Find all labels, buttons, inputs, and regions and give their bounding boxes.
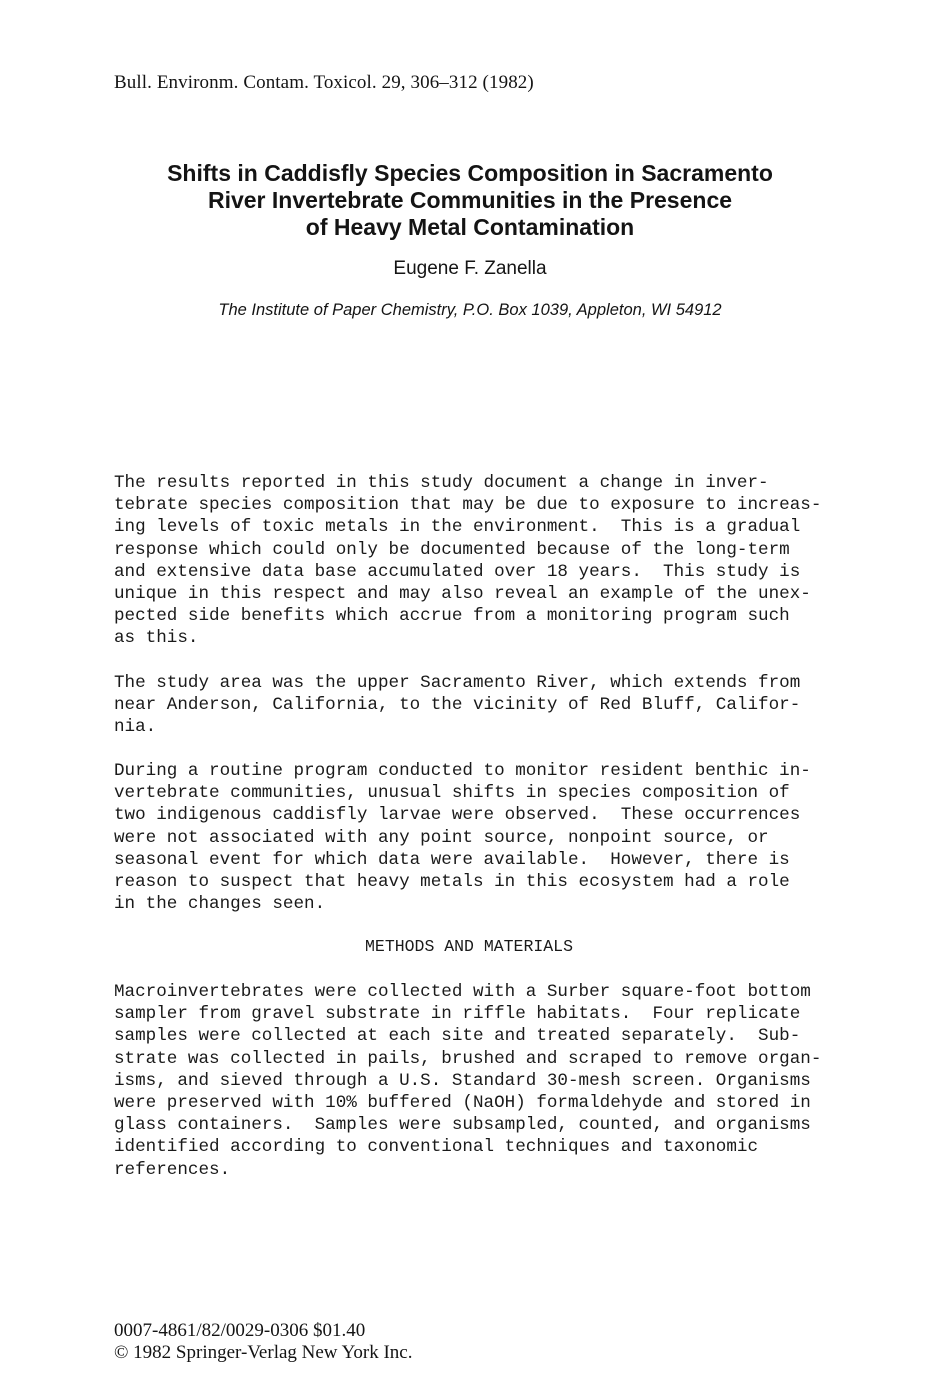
text-line: identified according to conventional techniques and taxonomic bbox=[114, 1137, 759, 1158]
text-line: sampler from gravel substrate in riffle habitats. Four replicate bbox=[114, 1004, 801, 1025]
text-line: near Anderson, California, to the vicinity of Red Bluff, Califor- bbox=[114, 695, 801, 716]
text-line: glass containers. Samples were subsampled, counted, and organisms bbox=[114, 1115, 811, 1136]
intro-paragraph bbox=[114, 472, 821, 650]
title-line: Shifts in Caddisfly Species Composition in Sacramento bbox=[167, 160, 773, 186]
author-name: Eugene F. Zanella bbox=[393, 258, 547, 279]
text-line: isms, and sieved through a U.S. Standard 30-mesh screen. Organisms bbox=[114, 1070, 811, 1091]
text-line: and extensive data base accumulated over 18 years. This study is bbox=[114, 561, 801, 582]
text-line: nia. bbox=[114, 717, 157, 738]
text-line: as this. bbox=[114, 628, 199, 649]
observation-paragraph bbox=[114, 760, 811, 915]
text-line: were not associated with any point source, nonpoint source, or bbox=[114, 827, 769, 848]
article-title bbox=[80, 160, 860, 241]
text-line: tebrate species composition that may be due to exposure to increas- bbox=[114, 495, 822, 516]
text-line: seasonal event for which data were available. However, there is bbox=[114, 849, 790, 870]
text-line: The results reported in this study document a change in inver- bbox=[114, 473, 769, 493]
text-line: strate was collected in pails, brushed and scraped to remove organ- bbox=[114, 1048, 822, 1069]
journal-citation: Bull. Environm. Contam. Toxicol. 29, 306–312 (1982) bbox=[114, 72, 534, 93]
title-line: River Invertebrate Communities in the Presence bbox=[207, 187, 733, 213]
section-heading: METHODS AND MATERIALS bbox=[365, 937, 573, 956]
text-line: The study area was the upper Sacramento River, which extends from bbox=[114, 673, 801, 693]
title-line: of Heavy Metal Contamination bbox=[305, 214, 635, 240]
text-line: Macroinvertebrates were collected with a Surber square-foot bottom bbox=[114, 982, 811, 1002]
text-line: samples were collected at each site and treated separately. Sub- bbox=[114, 1026, 801, 1047]
text-line: references. bbox=[114, 1159, 231, 1180]
text-line: were preserved with 10% buffered (NaOH) formaldehyde and stored in bbox=[114, 1093, 811, 1114]
issn-price: 0007-4861/82/0029-0306 $01.40 bbox=[114, 1320, 366, 1341]
publication-footer bbox=[114, 1320, 412, 1364]
text-line: in the changes seen. bbox=[114, 894, 326, 915]
text-line: During a routine program conducted to monitor resident benthic in- bbox=[114, 761, 811, 781]
author-affiliation: The Institute of Paper Chemistry, P.O. Box 1039, Appleton, WI 54912 bbox=[218, 301, 722, 319]
copyright-notice: © 1982 Springer-Verlag New York Inc. bbox=[114, 1342, 413, 1363]
text-line: reason to suspect that heavy metals in this ecosystem had a role bbox=[114, 872, 790, 893]
study-area-paragraph bbox=[114, 672, 800, 739]
text-line: response which could only be documented because of the long-term bbox=[114, 539, 790, 560]
text-line: pected side benefits which accrue from a monitoring program such bbox=[114, 606, 790, 627]
text-line: two indigenous caddisfly larvae were observed. These occurrences bbox=[114, 805, 801, 826]
methods-paragraph bbox=[114, 981, 821, 1181]
text-line: vertebrate communities, unusual shifts in species composition of bbox=[114, 783, 790, 804]
text-line: ing levels of toxic metals in the environment. This is a gradual bbox=[114, 517, 801, 538]
text-line: unique in this respect and may also reveal an example of the unex- bbox=[114, 584, 811, 605]
